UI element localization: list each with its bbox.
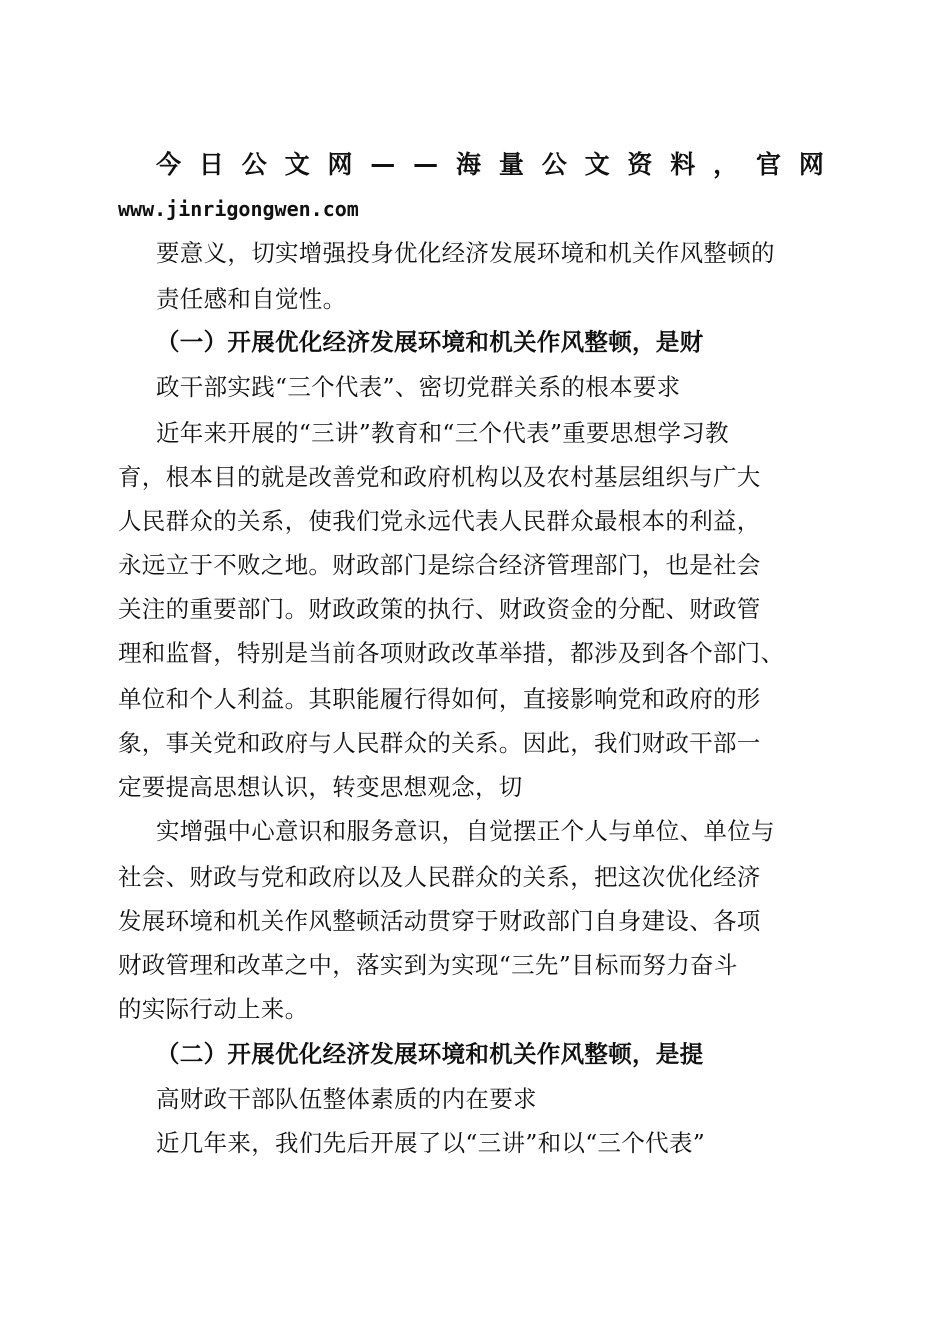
paragraph-line: 的实际行动上来。 — [118, 995, 309, 1023]
header-char: 网 — [327, 150, 353, 179]
site-header — [156, 145, 824, 181]
paragraph-line: 要意义，切实增强投身优化经济发展环境和机关作风整顿的 — [156, 239, 775, 267]
section-heading-line: 政干部实践“三个代表”、密切党群关系的根本要求 — [156, 373, 681, 401]
header-char: 文 — [284, 150, 310, 179]
header-char: 文 — [584, 150, 610, 179]
header-char: 网 — [798, 150, 824, 179]
paragraph-line: 社会、财政与党和政府以及人民群众的关系，把这次优化经济 — [118, 863, 761, 891]
header-char: 量 — [498, 150, 524, 179]
header-char: 今 — [156, 150, 182, 179]
header-char: 官 — [756, 150, 782, 179]
paragraph-line: 育，根本目的就是改善党和政府机构以及农村基层组织与广大 — [118, 463, 761, 491]
section-heading-line: 高财政干部队伍整体素质的内在要求 — [156, 1085, 537, 1113]
paragraph-line: 责任感和自觉性。 — [156, 285, 347, 313]
paragraph-line: 永远立于不败之地。财政部门是综合经济管理部门，也是社会 — [118, 551, 761, 579]
paragraph-line: 近几年来，我们先后开展了以“三讲”和以“三个代表” — [156, 1129, 706, 1157]
paragraph-line: 实增强中心意识和服务意识，自觉摆正个人与单位、单位与 — [156, 817, 775, 845]
header-char: 公 — [541, 150, 567, 179]
header-char: 海 — [455, 150, 481, 179]
paragraph-line: 人民群众的关系，使我们党永远代表人民群众最根本的利益， — [118, 507, 761, 535]
paragraph-line: 财政管理和改革之中，落实到为实现“三先”目标而努力奋斗 — [118, 951, 738, 979]
header-char: 公 — [241, 150, 267, 179]
paragraph-line: 单位和个人利益。其职能履行得如何，直接影响党和政府的形 — [118, 685, 761, 713]
header-char: — — [370, 148, 396, 178]
header-char: ， — [713, 150, 739, 179]
site-url: www.jinrigongwen.com — [118, 197, 359, 221]
header-char: 日 — [198, 150, 224, 179]
paragraph-line: 理和监督，特别是当前各项财政改革举措，都涉及到各个部门、 — [118, 639, 785, 667]
header-char: 资 — [627, 150, 653, 179]
paragraph-line: 发展环境和机关作风整顿活动贯穿于财政部门自身建设、各项 — [118, 907, 761, 935]
section-heading-line: （二）开展优化经济发展环境和机关作风整顿，是提 — [156, 1040, 704, 1068]
section-heading-line: （一）开展优化经济发展环境和机关作风整顿，是财 — [156, 328, 704, 356]
paragraph-line: 定要提高思想认识，转变思想观念，切 — [118, 773, 523, 801]
paragraph-line: 关注的重要部门。财政政策的执行、财政资金的分配、财政管 — [118, 595, 761, 623]
header-char: 料 — [670, 150, 696, 179]
header-char: — — [413, 148, 439, 178]
paragraph-line: 近年来开展的“三讲”教育和“三个代表”重要思想学习教 — [156, 419, 729, 447]
paragraph-line: 象，事关党和政府与人民群众的关系。因此，我们财政干部一 — [118, 729, 761, 757]
